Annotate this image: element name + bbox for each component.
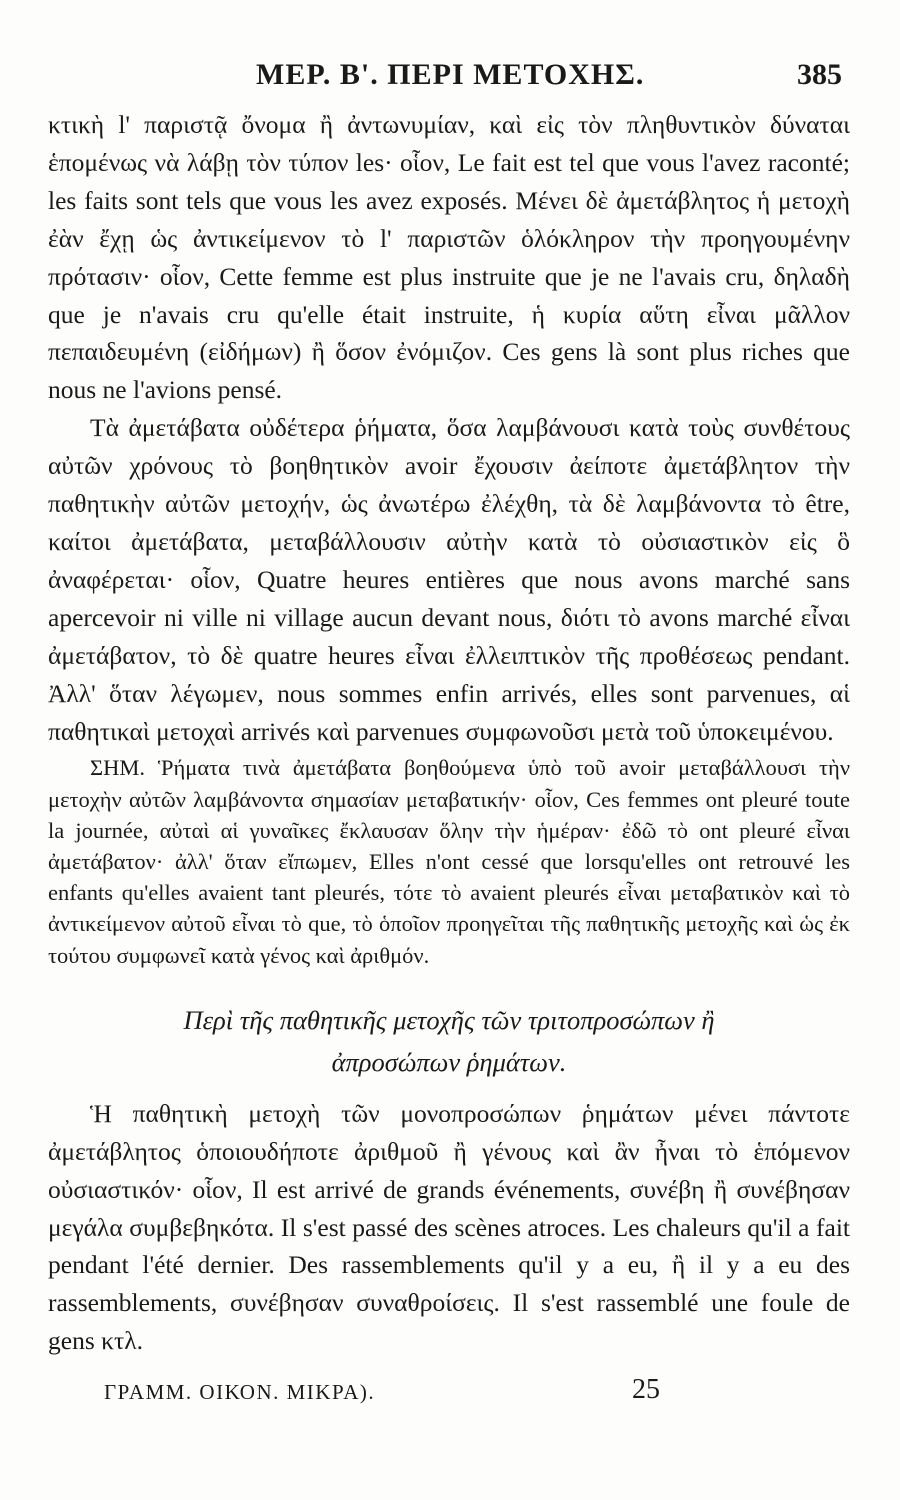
page-footer [104, 1374, 842, 1412]
paragraph-intransitive-verbs: Τὰ ἀμετάβατα οὐδέτερα ῥήματα, ὅσα λαμβάνουσι κατὰ τοὺς συνθέτους αὐτῶν χρόνους τὸ βοηθητικὸν avoir ἔχουσιν ἀείποτε ἀμετάβλητον τὴν παθητικὴν αὐτῶν μετοχήν, ὡς ἀνωτέρω ἐλέχθη, τὰ δὲ λαμβάνοντα τὸ être, καίτοι ἀμετάβατα, μεταβάλλουσιν αὐτὴν κατὰ τὸ οὐσιαστικὸν εἰς ὃ ἀναφέρεται· οἷον, Quatre heures entières que nous avons marché sans apercevoir ni ville ni village aucun devant nous, διότι τὸ avons marché εἶναι ἀμετάβατον, τὸ δὲ quatre heures εἶναι ἐλλειπτικὸν τῆς προθέσεως pendant. Ἀλλ' ὅταν λέγωμεν, nous sommes enfin arrivés, elles sont parvenues, αἱ παθητικαὶ μετοχαὶ arrivés καὶ parvenues συμφωνοῦσι μετὰ τοῦ ὑποκειμένου. [48, 413, 850, 746]
sheet-number: 25 [632, 1374, 660, 1405]
paragraph-impersonal-verbs: Ἡ παθητικὴ μετοχὴ τῶν μονοπροσώπων ῥημάτων μένει πάντοτε ἀμετάβλητος ὁποιουδήποτε ἀριθμοῦ ἢ γένους καὶ ἂν ἦναι τὸ ἑπόμενον οὐσιαστικόν· οἷον, Il est arrivé de grands événements, συνέβη ἢ συνέβησαν μεγάλα συμβεβηκότα. Il s'est passé des scènes atroces. Les chaleurs qu'il a fait pendant l'été dernier. Des rassemblements qu'il y a eu, ἢ il y a eu des rassemblements, συνέβησαν συναθροίσεις. Il s'est rassemblé une foule de gens κτλ. [48, 1098, 850, 1356]
page-number: 385 [797, 58, 842, 91]
paragraph-continued: κτικὴ l' παριστᾷ ὄνομα ἢ ἀντωνυμίαν, καὶ εἰς τὸν πληθυντικὸν δύναται ἑπομένως νὰ λάβῃ τὸν τύπον les· οἷον, Le fait est tel que vous l'avez raconté; les faits sont tels que vous les avez exposés. Μένει δὲ ἀμετάβλητος ἡ μετοχὴ ἐὰν ἔχῃ ὡς ἀντικείμενον τὸ l' παριστῶν ὁλόκληρον τὴν προηγουμένην πρότασιν· οἷον, Cette femme est plus instruite que je ne l'avais cru, δηλαδὴ que je n'avais cru qu'elle était instruite, ἡ κυρία αὕτη εἶναι μᾶλλον πεπαιδευμένη (εἰδήμων) ἢ ὅσον ἐνόμιζον. Ces gens là sont plus riches que nous ne l'avions pensé. [48, 110, 850, 405]
section-heading: Περὶ τῆς παθητικῆς μετοχῆς τῶν τριτοπροσώπων ἢ ἀπροσώπων ῥημάτων. [183, 1004, 715, 1077]
running-title: ΜΕΡ. Β'. ΠΕΡΙ ΜΕΤΟΧΗΣ. [256, 58, 645, 91]
printer-signature: ΓΡΑΜΜ. ΟΙΚΟΝ. ΜΙΚΡΑ). [104, 1380, 376, 1404]
note-paragraph: ΣΗΜ. Ῥήματα τινὰ ἀμετάβατα βοηθούμενα ὑπὸ τοῦ avoir μεταβάλλουσι τὴν μετοχὴν αὐτῶν λαμβάνοντα σημασίαν μεταβατικήν· οἷον, Ces femmes ont pleuré toute la journée, αὐταὶ αἱ γυναῖκες ἔκλαυσαν ὅλην τὴν ἡμέραν· ἐδῶ τὸ ont pleuré εἶναι ἀμετάβατον· ἀλλ' ὅταν εἴπωμεν, Elles n'ont cessé que lorsqu'elles ont retrouvé les enfants qu'elles avaient tant pleurés, τότε τὸ avaient pleurés εἶναι μεταβατικὸν καὶ τὸ ἀντικείμενον αὐτοῦ εἶναι τὸ que, τὸ ὁποῖον προηγεῖται τῆς παθητικῆς μετοχῆς καὶ ὡς ἐκ τούτου συμφωνεῖ κατὰ γένος καὶ ἀριθμόν. [48, 755, 850, 968]
page-body [48, 106, 850, 1360]
running-header [84, 58, 842, 98]
